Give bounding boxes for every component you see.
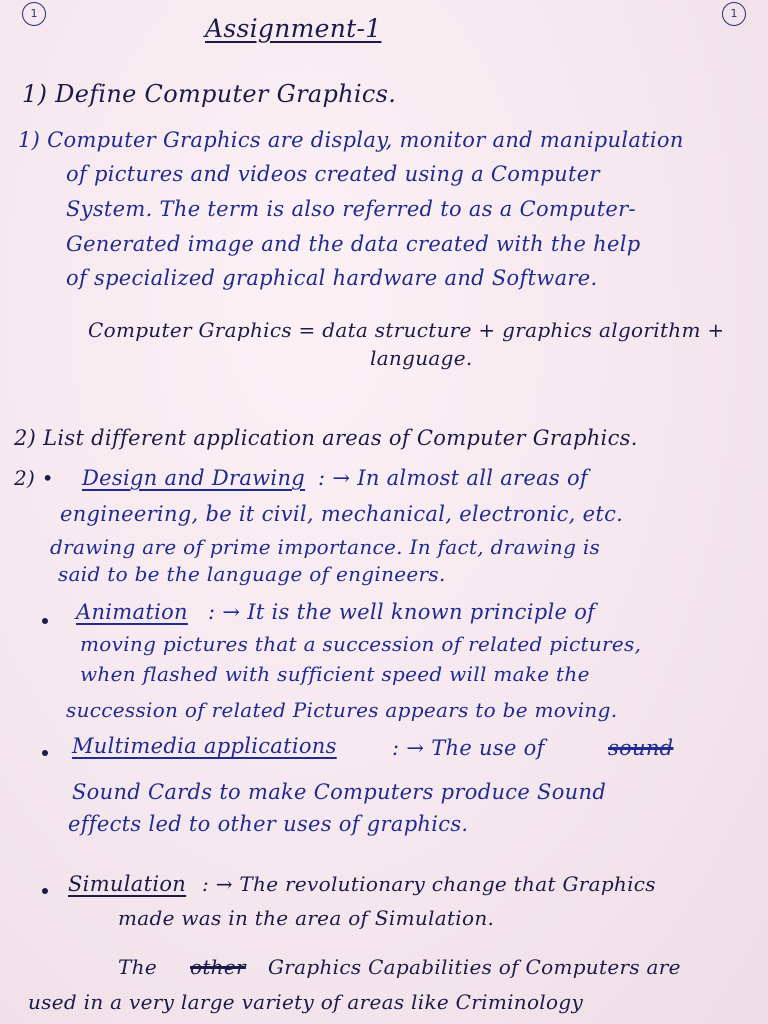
formula-line: language. xyxy=(370,346,473,370)
design-text: said to be the language of engineers. xyxy=(58,562,446,586)
simulation-text: made was in the area of Simulation. xyxy=(118,906,495,930)
closing-text: used in a very large variety of areas like Criminology xyxy=(28,990,584,1014)
multimedia-text: : → The use of xyxy=(392,736,545,760)
closing-struck-word: other xyxy=(190,955,246,979)
design-text: : → In almost all areas of xyxy=(318,466,589,490)
formula-line: Computer Graphics = data structure + graphics algorithm + xyxy=(88,318,725,342)
multimedia-heading: Multimedia applications xyxy=(72,734,337,758)
answer-2-marker: 2) • xyxy=(14,466,54,490)
animation-text: : → It is the well known principle of xyxy=(208,600,596,624)
animation-heading: Animation xyxy=(76,600,188,624)
answer-1-line: 1) Computer Graphics are display, monitor and manipulation xyxy=(18,128,684,152)
page-title: Assignment-1 xyxy=(205,14,382,43)
animation-text: moving pictures that a succession of related pictures, xyxy=(80,632,642,656)
question-1: 1) Define Computer Graphics. xyxy=(22,80,397,108)
bullet-dot xyxy=(42,888,48,894)
closing-text: Graphics Capabilities of Computers are xyxy=(268,955,681,979)
question-2: 2) List different application areas of Computer Graphics. xyxy=(14,426,638,450)
design-text: drawing are of prime importance. In fact, drawing is xyxy=(50,535,601,559)
animation-text: succession of related Pictures appears to be moving. xyxy=(66,698,618,722)
answer-1-line: of specialized graphical hardware and Software. xyxy=(66,266,598,290)
answer-1-line: System. The term is also referred to as a Computer- xyxy=(66,197,636,221)
multimedia-text: effects led to other uses of graphics. xyxy=(68,812,469,836)
answer-1-line: of pictures and videos created using a Computer xyxy=(66,162,600,186)
closing-text: The xyxy=(118,955,157,979)
bullet-dot xyxy=(42,618,48,624)
page-number-right: 1 xyxy=(722,2,746,26)
page-number-left: 1 xyxy=(22,2,46,26)
animation-text: when flashed with sufficient speed will make the xyxy=(80,662,590,686)
design-text: engineering, be it civil, mechanical, electronic, etc. xyxy=(60,502,624,526)
multimedia-text: Sound Cards to make Computers produce Sound xyxy=(72,780,607,804)
design-heading: Design and Drawing xyxy=(82,466,306,490)
simulation-text: : → The revolutionary change that Graphics xyxy=(202,872,656,896)
multimedia-struck-word: sound xyxy=(608,736,674,760)
simulation-heading: Simulation xyxy=(68,872,187,896)
answer-1-line: Generated image and the data created with the help xyxy=(66,232,641,256)
bullet-dot xyxy=(42,750,48,756)
